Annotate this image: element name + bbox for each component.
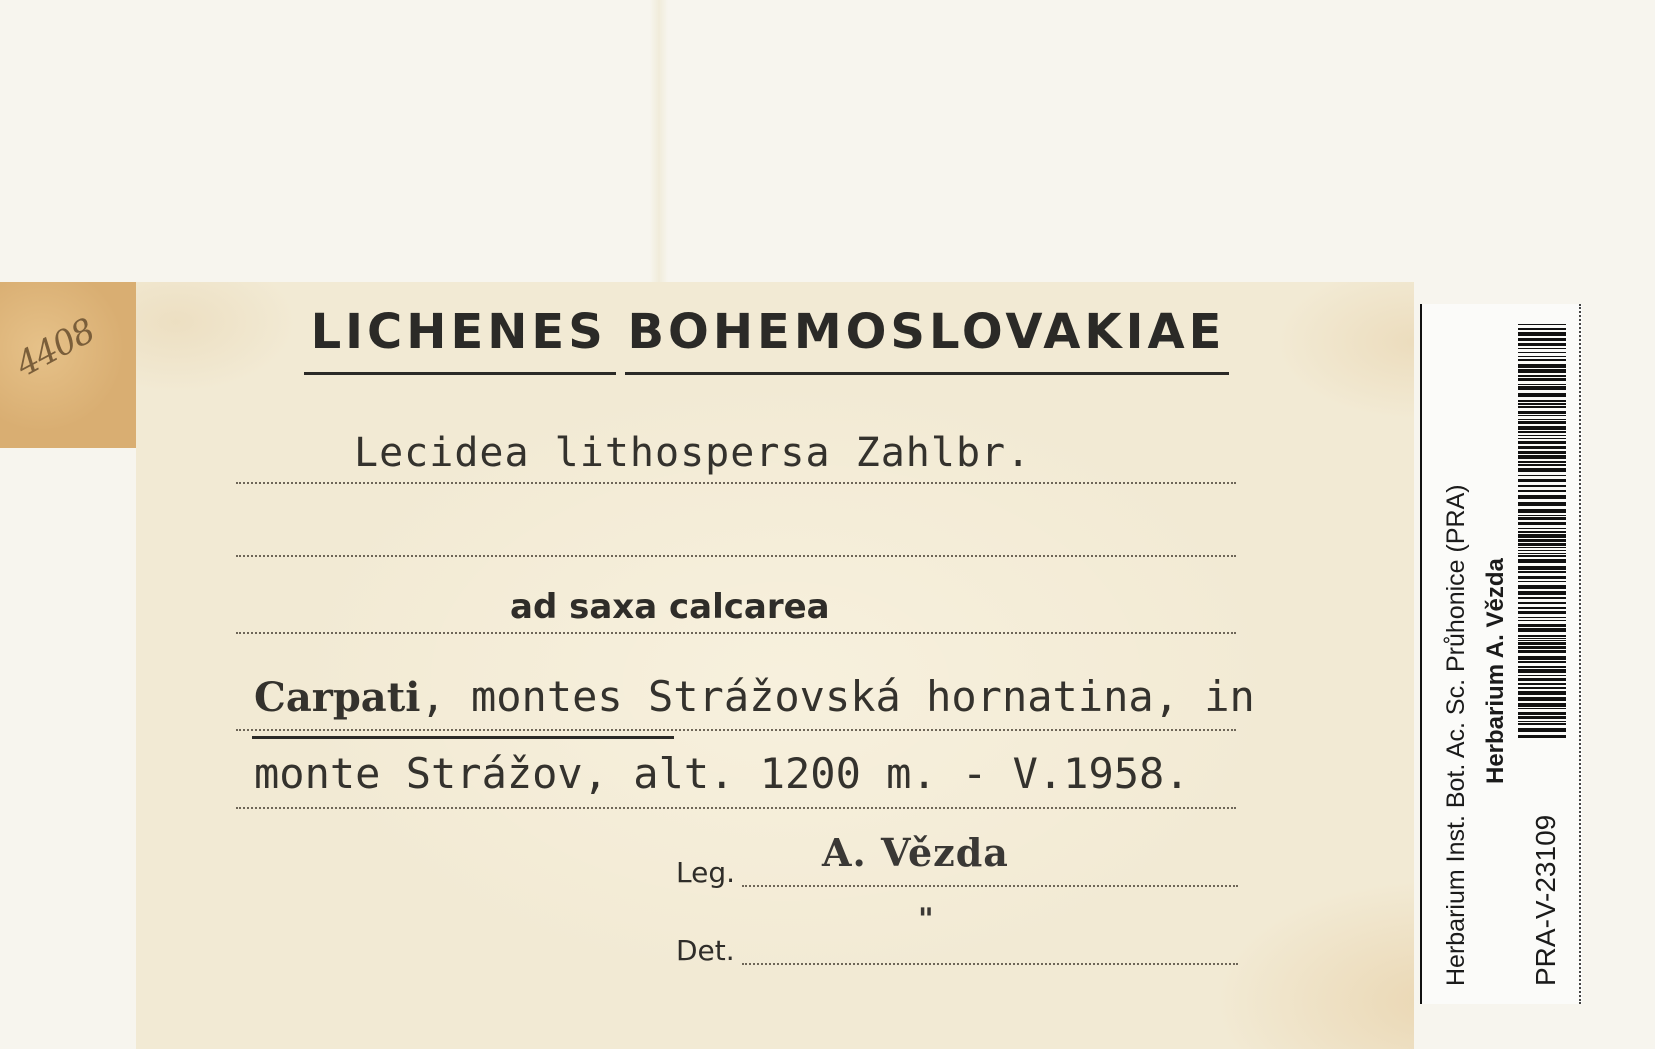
locality-line-1: [254, 672, 1255, 721]
herbarium-text: Herbarium A. Vězda: [1482, 558, 1509, 784]
tape-handwriting: 4408: [9, 310, 102, 386]
dotted-line: [236, 807, 1236, 809]
locality-region: Carpati: [254, 674, 421, 721]
paper-fold: [650, 0, 668, 290]
title-underline-left: [304, 372, 616, 375]
det-label: Det.: [676, 934, 735, 967]
species-name: Lecidea lithospersa Zahlbr.: [354, 430, 1032, 476]
adhesive-tape: [0, 282, 138, 448]
dotted-line: [236, 482, 1236, 484]
specimen-id-strip: [1420, 304, 1582, 1004]
substrate-text: ad saxa calcarea: [510, 587, 830, 627]
region-underline: [252, 736, 674, 739]
dotted-line: [742, 963, 1238, 965]
leg-label: Leg.: [676, 856, 736, 889]
dotted-line: [742, 885, 1238, 887]
determiner-ditto: ": [918, 902, 934, 937]
locality-line-2: monte Strážov, alt. 1200 m. - V.1958.: [254, 749, 1190, 798]
label-title: LICHENES BOHEMOSLOVAKIAE: [310, 304, 1226, 360]
locality-line-1-text: , montes Strážovská hornatina, in: [420, 672, 1255, 721]
dotted-line: [236, 729, 1236, 731]
barcode-icon: [1518, 324, 1566, 739]
specimen-label: [136, 282, 1414, 1049]
strip-dotted-edge: [1579, 304, 1581, 1004]
title-underline-right: [625, 372, 1229, 375]
specimen-id-text: PRA-V-23109: [1530, 814, 1561, 986]
collector-stamp: A. Vězda: [822, 830, 1009, 875]
dotted-line: [236, 555, 1236, 557]
dotted-line: [236, 632, 1236, 634]
institution-text: Herbarium Inst. Bot. Ac. Sc. Průhonice (PRA): [1442, 484, 1470, 986]
